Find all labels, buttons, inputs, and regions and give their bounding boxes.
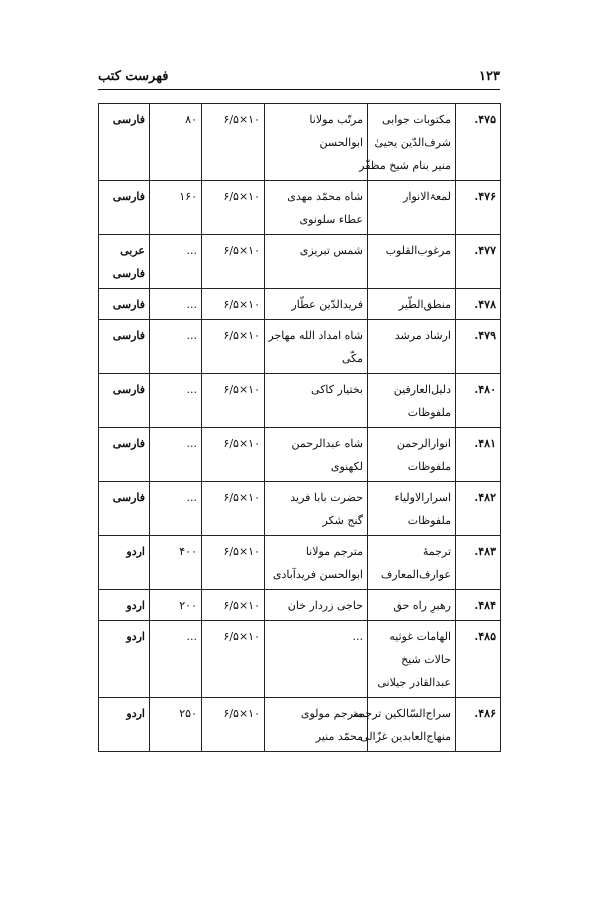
entry-number-cell <box>456 289 501 320</box>
table-row <box>99 621 501 698</box>
page-count-cell <box>150 621 202 698</box>
table-row <box>99 428 501 482</box>
book-title-line: ترجمهٔ <box>422 545 451 558</box>
page-count-cell <box>150 235 202 289</box>
entry-number-cell <box>456 428 501 482</box>
book-language-cell <box>99 374 150 428</box>
book-size: ۱۰×۶/۵ <box>223 707 260 720</box>
book-title-line: ملفوظات <box>407 460 451 473</box>
book-language-line: اردو <box>126 707 145 720</box>
entry-number-cell <box>456 181 501 235</box>
book-author-line: ... <box>352 630 363 643</box>
book-language-line: فارسی <box>112 491 145 504</box>
page-count: ... <box>186 298 197 311</box>
book-author-line: شمس تبریزی <box>299 244 363 257</box>
catalog-table <box>98 103 501 752</box>
entry-number-cell <box>456 590 501 621</box>
book-author-line: ابوالحسن <box>319 136 363 149</box>
book-title-line: شرف‌الدّین یحییٰ <box>374 136 451 149</box>
book-author-cell <box>265 428 368 482</box>
book-language-cell <box>99 320 150 374</box>
book-title-cell <box>353 698 456 752</box>
book-size-cell <box>202 235 265 289</box>
entry-number: ۴۸۱. <box>474 437 496 450</box>
book-title-line: سراج‌السّالکین ترجمه <box>353 707 451 720</box>
book-size-cell <box>202 374 265 428</box>
book-author-cell <box>265 374 368 428</box>
book-author-cell <box>265 590 368 621</box>
entry-number: ۴۷۵. <box>474 113 496 126</box>
page-number: ۱۲۳ <box>479 69 500 84</box>
book-title-line: رهبرِ راه حق <box>393 599 451 612</box>
book-language-cell <box>99 482 150 536</box>
book-author-cell <box>265 536 368 590</box>
page-count: ... <box>186 383 197 396</box>
book-size-cell <box>202 320 265 374</box>
book-size: ۱۰×۶/۵ <box>223 599 260 612</box>
book-author-line: عطاء سلونوی <box>299 213 363 226</box>
book-language-cell <box>99 235 150 289</box>
page-count: ... <box>186 244 197 257</box>
entry-number: ۴۷۸. <box>474 298 496 311</box>
entry-number: ۴۸۲. <box>474 491 496 504</box>
page-count-cell <box>150 289 202 320</box>
page-count-cell <box>150 698 202 752</box>
entry-number-cell <box>456 235 501 289</box>
entry-number-cell <box>456 374 501 428</box>
book-author-line: حضرت بابا فرید <box>290 491 363 504</box>
page-count-cell <box>150 374 202 428</box>
page-count-cell <box>150 536 202 590</box>
book-author-line: مرتّب مولانا <box>309 113 363 126</box>
book-size: ۱۰×۶/۵ <box>223 244 260 257</box>
book-size-cell <box>202 181 265 235</box>
book-author-line: ابوالحسن فریدآبادی <box>272 568 363 581</box>
book-language-line: فارسی <box>112 383 145 396</box>
book-author-line: مترجم مولانا <box>305 545 363 558</box>
book-title-cell <box>368 235 456 289</box>
book-title-line: ملفوظات <box>407 406 451 419</box>
entry-number-cell <box>456 482 501 536</box>
book-author-line: حاجی زردار خان <box>287 599 363 612</box>
book-title-cell <box>368 590 456 621</box>
book-author-line: مترجم مولوی <box>300 707 363 720</box>
entry-number: ۴۷۷. <box>474 244 496 257</box>
book-title-line: ارشاد مرشد <box>394 329 451 342</box>
book-author-line: گنج شکر <box>322 514 363 527</box>
book-language-line: اردو <box>126 599 145 612</box>
book-size: ۱۰×۶/۵ <box>223 329 260 342</box>
page-count: ... <box>186 329 197 342</box>
page-count-cell <box>150 320 202 374</box>
book-title-line: مرغوب‌القلوب <box>385 244 451 257</box>
book-author-cell <box>265 320 368 374</box>
book-language-cell <box>99 104 150 181</box>
book-title-line: ملفوظات <box>407 514 451 527</box>
book-language-line: فارسی <box>112 437 145 450</box>
book-language-cell <box>99 621 150 698</box>
book-author-line: محمّد منیر <box>315 730 363 743</box>
page-count: ۲۰۰ <box>179 599 197 612</box>
book-language-line: فارسی <box>112 298 145 311</box>
book-author-line: فریدالدّین عطّار <box>291 298 363 311</box>
book-title-cell <box>368 289 456 320</box>
table-row <box>99 235 501 289</box>
entry-number-cell <box>456 536 501 590</box>
table-row <box>99 536 501 590</box>
entry-number: ۴۸۰. <box>474 383 496 396</box>
book-title-cell <box>359 104 456 181</box>
book-title-cell <box>368 482 456 536</box>
book-language-cell <box>99 428 150 482</box>
entry-number: ۴۸۳. <box>474 545 496 558</box>
page-count-cell <box>150 181 202 235</box>
book-author-cell <box>265 698 368 752</box>
table-row <box>99 289 501 320</box>
page-count-cell <box>150 482 202 536</box>
book-title-cell <box>368 181 456 235</box>
book-title-cell <box>368 320 456 374</box>
book-size-cell <box>202 590 265 621</box>
header-rule <box>98 89 500 90</box>
book-title-line: عوارف‌المعارف <box>380 568 451 581</box>
running-title: فهرست کتب <box>98 69 169 84</box>
book-author-cell <box>265 235 368 289</box>
table-row <box>99 482 501 536</box>
page-count: ۲۵۰ <box>179 707 197 720</box>
table-row <box>99 590 501 621</box>
table-row <box>99 698 501 752</box>
book-title-line: منطق‌الطّیر <box>398 298 451 311</box>
page-count: ۱۶۰ <box>179 190 197 203</box>
book-title-line: منهاج‌العابدین غزّالی <box>360 730 451 743</box>
entry-number: ۴۷۶. <box>474 190 496 203</box>
catalog-body <box>99 104 501 752</box>
book-title-line: منیر بنام شیخ مظفّر <box>359 159 451 172</box>
page-count-cell <box>150 104 202 181</box>
book-language-line: عربی <box>120 244 145 257</box>
book-language-line: اردو <box>126 545 145 558</box>
book-size-cell <box>202 482 265 536</box>
book-author-cell <box>265 289 368 320</box>
book-size-cell <box>202 536 265 590</box>
entry-number-cell <box>456 698 501 752</box>
entry-number-cell <box>456 320 501 374</box>
book-title-line: دلیل‌العارفین <box>393 383 451 396</box>
book-author-cell <box>265 104 368 181</box>
book-author-cell <box>265 181 368 235</box>
book-title-line: لمعۃالانوار <box>403 190 451 203</box>
entry-number: ۴۸۶. <box>474 707 496 720</box>
page-count-cell <box>150 428 202 482</box>
book-language-line: فارسی <box>112 267 145 280</box>
book-size: ۱۰×۶/۵ <box>223 298 260 311</box>
book-author-line: شاه عبدالرحمن <box>291 437 363 450</box>
table-row <box>99 104 501 181</box>
entry-number: ۴۷۹. <box>474 329 496 342</box>
book-size: ۱۰×۶/۵ <box>223 113 260 126</box>
book-size: ۱۰×۶/۵ <box>223 437 260 450</box>
table-row <box>99 374 501 428</box>
book-size-cell <box>202 428 265 482</box>
book-author-line: بختیار کاکی <box>311 383 363 396</box>
book-title-line: الهامات غوثیه <box>389 630 451 643</box>
book-title-line: حالات شیخ <box>401 653 451 666</box>
page-count: ... <box>186 630 197 643</box>
book-size: ۱۰×۶/۵ <box>223 491 260 504</box>
book-size-cell <box>202 698 265 752</box>
book-title-line: انوارالرحمن <box>396 437 451 450</box>
page-count: ... <box>186 437 197 450</box>
book-language-line: فارسی <box>112 113 145 126</box>
book-language-cell <box>99 536 150 590</box>
book-language-line: فارسی <box>112 329 145 342</box>
book-title-line: مکتوبات جوابی <box>381 113 451 126</box>
page-count: ... <box>186 491 197 504</box>
book-size-cell <box>202 289 265 320</box>
book-size-cell <box>202 621 265 698</box>
entry-number-cell <box>456 104 501 181</box>
page-header <box>98 64 500 84</box>
book-size-cell <box>202 104 265 181</box>
book-title-line: اسرارالاولیاء <box>394 491 451 504</box>
page-count-cell <box>150 590 202 621</box>
page-count: ۸۰ <box>185 113 197 126</box>
book-language-line: فارسی <box>112 190 145 203</box>
entry-number: ۴۸۵. <box>474 630 496 643</box>
book-language-cell <box>99 590 150 621</box>
book-author-line: شاه امداد الله مهاجر <box>268 329 363 342</box>
book-language-line: اردو <box>126 630 145 643</box>
book-size: ۱۰×۶/۵ <box>223 383 260 396</box>
book-title-cell <box>368 428 456 482</box>
book-title-cell <box>368 374 456 428</box>
book-author-cell <box>265 482 368 536</box>
book-language-cell <box>99 289 150 320</box>
book-title-line: عبدالقادر جیلانی <box>377 676 451 689</box>
table-row <box>99 320 501 374</box>
book-author-cell <box>265 621 368 698</box>
book-language-cell <box>99 181 150 235</box>
book-size: ۱۰×۶/۵ <box>223 190 260 203</box>
book-author-line: لکهنوی <box>330 460 363 473</box>
book-language-cell <box>99 698 150 752</box>
entry-number-cell <box>456 621 501 698</box>
book-author-line: مکّی <box>341 352 363 365</box>
page-count: ۴۰۰ <box>179 545 197 558</box>
book-author-line: شاه محمّد مهدی <box>287 190 363 203</box>
book-size: ۱۰×۶/۵ <box>223 545 260 558</box>
book-size: ۱۰×۶/۵ <box>223 630 260 643</box>
table-row <box>99 181 501 235</box>
book-title-cell <box>368 621 456 698</box>
book-title-cell <box>368 536 456 590</box>
entry-number: ۴۸۴. <box>474 599 496 612</box>
